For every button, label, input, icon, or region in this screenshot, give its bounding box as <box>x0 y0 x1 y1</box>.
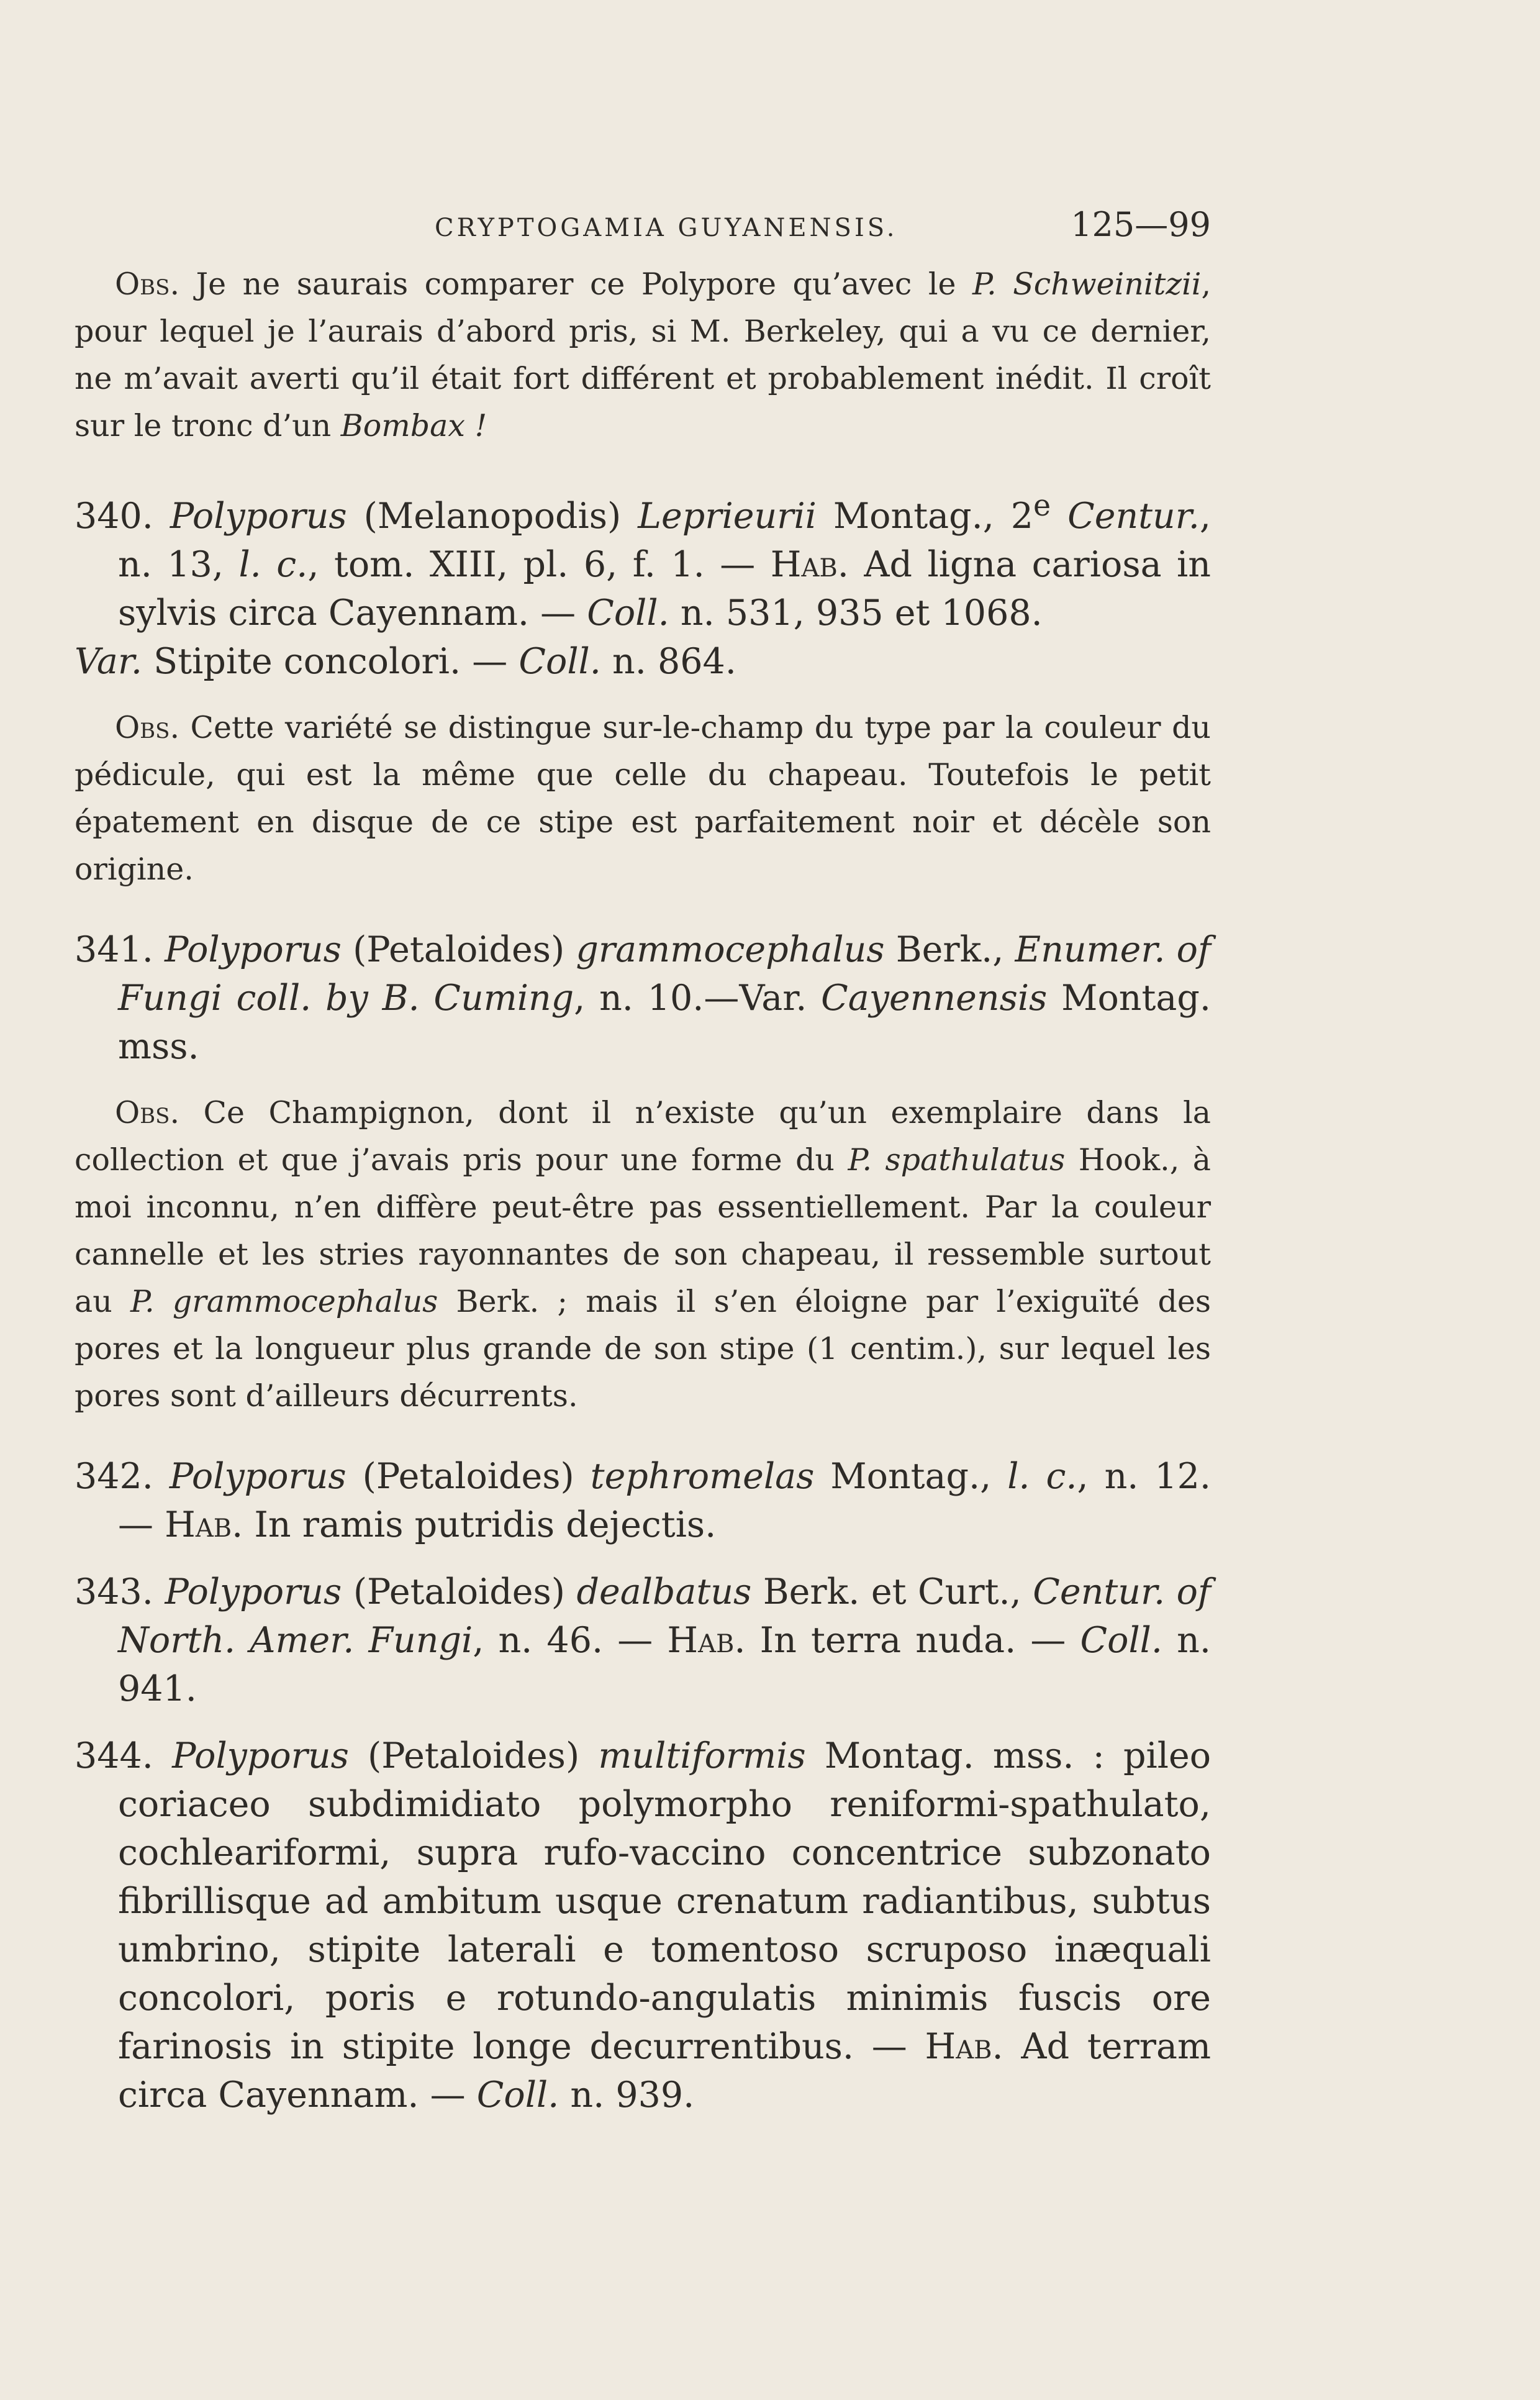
text-run: , n. 13, <box>118 496 1211 585</box>
text-run: Berk. ; mais il s’en éloigne par l’exiguïté des pores et la longueur plus grande de son stipe (1 centim.), sur lequel les pores sont d’ailleurs décurrents. <box>75 1284 1211 1414</box>
italic-run: Centur. <box>1051 496 1200 537</box>
coll-label: Coll. <box>1080 1620 1163 1661</box>
obs-label: Obs. <box>115 710 180 745</box>
hab-label: Hab. <box>770 544 849 585</box>
text-run: Hook., à moi inconnu, n’en diffère peut-être pas essentiellement. Par la couleur cannelle et les stries rayonnantes de son chapeau, il ressemble surtout au <box>75 1142 1211 1319</box>
text-run: Ce Champignon, dont il n’existe qu’un exemplaire dans la collection et que j’avais pris pour une forme du <box>75 1095 1211 1178</box>
text-run: , tom. XIII, pl. 6, f. 1. — <box>307 544 771 585</box>
text-run: , pour lequel je l’aurais d’abord pris, si M. Berkeley, qui a vu ce dernier, ne m’avait averti qu’il était fort différent et probablement inédit. Il croît sur le tronc d’un <box>75 266 1212 443</box>
text-run: , n. 12. — <box>118 1456 1211 1545</box>
var-label: Var. <box>75 641 143 682</box>
text-run: Je ne saurais comparer ce Polypore qu’avec le <box>179 266 973 302</box>
italic-run: l. c. <box>238 544 308 585</box>
entry-number: 344. <box>75 1735 153 1776</box>
italic-run: P. spathulatus <box>848 1142 1066 1178</box>
species-entry-341 <box>75 925 1211 1071</box>
species-name: tephromelas <box>590 1456 815 1497</box>
text-run: n. 531, 935 et 1068. <box>669 593 1043 634</box>
italic-run: Centur. of North. Amer. Fungi <box>118 1571 1212 1661</box>
entry-number: 343. <box>75 1571 153 1612</box>
text-run: Stipite concolori. — <box>142 641 519 682</box>
italic-run: l. c. <box>1007 1456 1077 1497</box>
italic-run: Cayennensis <box>821 978 1048 1019</box>
text-run: Montag. mss. : pileo coriaceo subdimidiato polymorpho reniformi-spathulato, cochleariformi, supra rufo-vaccino concentrice subzonato fibrillisque ad ambitum usque crenatum radiantibus, subtus umbrino, stipite laterali e tomentoso scruposo inæquali concolori, poris e rotundo-angulatis minimis fuscis ore farinosis in stipite longe decurrentibus. — <box>118 1735 1212 2067</box>
text-run: n. 939. <box>559 2075 695 2116</box>
text-run: (Petaloides) <box>346 1456 591 1497</box>
text-run: n. 941. <box>118 1620 1211 1709</box>
text-run: , n. 46. — <box>473 1620 668 1661</box>
species-entry-343 <box>75 1568 1211 1713</box>
genus-name: Polyporus <box>172 1735 349 1776</box>
text-run: Montag., <box>814 1456 1008 1497</box>
text-run: Ad terram circa Cayennam. — <box>118 2026 1211 2116</box>
italic-run: P. grammocephalus <box>130 1284 438 1319</box>
text-run: Montag., 2 <box>816 496 1034 537</box>
genus-name: Polyporus <box>165 1571 342 1612</box>
genus-name: Polyporus <box>169 1456 346 1497</box>
obs-label: Obs. <box>115 266 180 302</box>
text-run: Ad ligna cariosa in sylvis circa Cayennam. — <box>118 544 1211 634</box>
coll-label: Coll. <box>587 593 669 634</box>
text-run: Berk., <box>884 929 1015 970</box>
text-run: Cette variété se distingue sur-le-champ du type par la couleur du pédicule, qui est la même que celle du chapeau. Toutefois le petit épatement en disque de ce stipe est parfaitement noir et décèle son origine. <box>75 710 1211 887</box>
text-run: (Petaloides) <box>341 929 576 970</box>
variety-line-340 <box>75 637 1211 686</box>
coll-label: Coll. <box>476 2075 559 2116</box>
text-run: (Melanopodis) <box>346 496 638 537</box>
text-run: (Petaloides) <box>348 1735 599 1776</box>
page-number: 125—99 <box>1071 205 1211 244</box>
species-name: dealbatus <box>576 1571 752 1612</box>
hab-label: Hab. <box>925 2026 1003 2067</box>
species-entry-344 <box>75 1732 1211 2119</box>
page-body <box>75 261 1211 2138</box>
italic-run: Enumer. of Fungi coll. by B. Cuming <box>118 929 1212 1019</box>
hab-label: Hab. <box>667 1620 746 1661</box>
species-name: multiformis <box>598 1735 806 1776</box>
superscript: e <box>1033 489 1051 523</box>
species-entry-342 <box>75 1452 1211 1549</box>
obs-label: Obs. <box>115 1095 180 1130</box>
running-title: CRYPTOGAMIA GUYANENSIS. <box>435 214 898 242</box>
text-run: (Petaloides) <box>342 1571 577 1612</box>
hab-label: Hab. <box>165 1504 243 1545</box>
entry-number: 340. <box>75 496 153 537</box>
running-header <box>435 205 1211 255</box>
text-run: In terra nuda. — <box>745 1620 1080 1661</box>
coll-label: Coll. <box>519 641 601 682</box>
species-name: grammocephalus <box>576 929 885 970</box>
species-name: Leprieurii <box>638 496 817 537</box>
entry-number: 342. <box>75 1456 153 1497</box>
entry-number: 341. <box>75 929 153 970</box>
species-entry-340 <box>75 482 1211 637</box>
text-run: Montag. mss. <box>118 978 1211 1067</box>
text-run: n. 864. <box>600 641 736 682</box>
observation-note <box>75 1089 1211 1420</box>
italic-run: Bombax ! <box>340 408 487 443</box>
genus-name: Polyporus <box>170 496 347 537</box>
text-run: In ramis putridis dejectis. <box>243 1504 717 1545</box>
text-run: , n. 10.—Var. <box>574 978 822 1019</box>
text-run: Berk. et Curt., <box>751 1571 1033 1612</box>
italic-run: P. Schweinitzii <box>972 266 1202 302</box>
observation-note <box>75 704 1211 893</box>
observation-note <box>75 261 1211 450</box>
genus-name: Polyporus <box>165 929 342 970</box>
